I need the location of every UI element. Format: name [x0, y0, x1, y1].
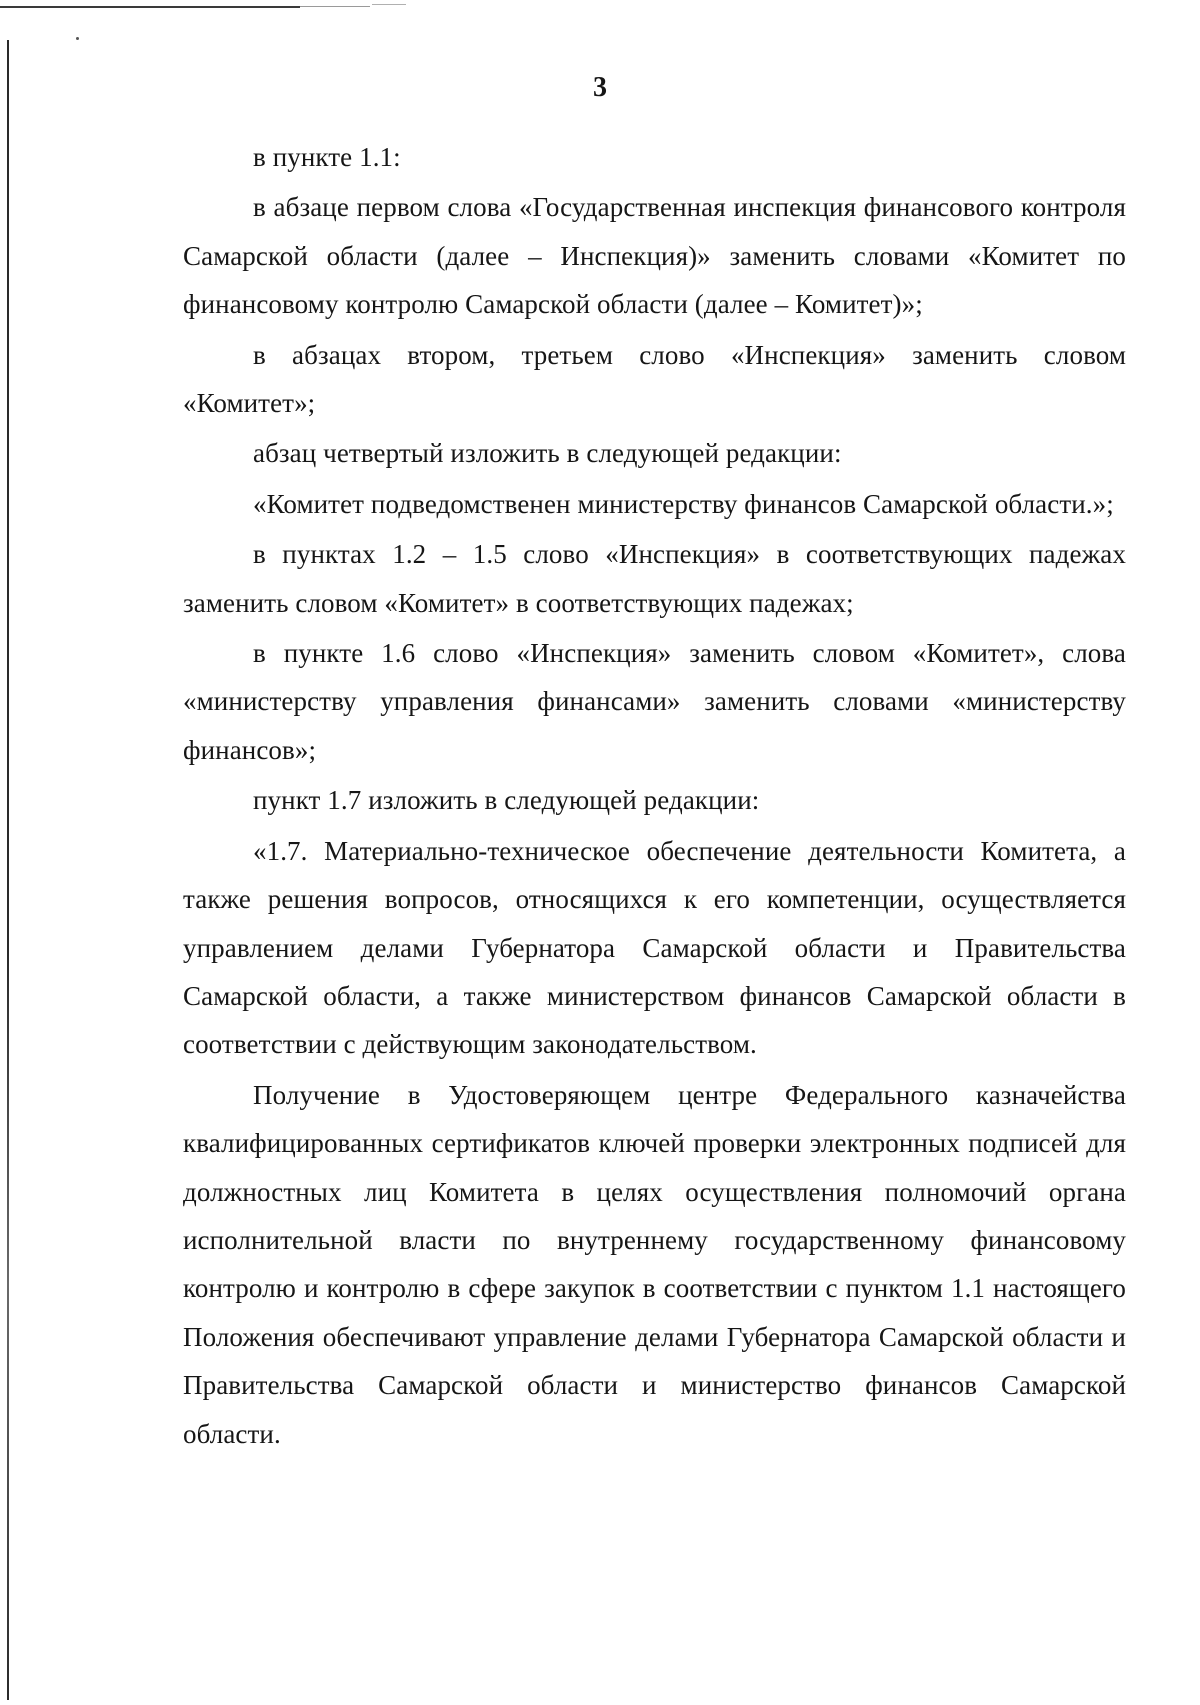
paragraph: Получение в Удостоверяющем центре Федерального казначейства квалифицированных сертификатов ключей проверки электронных подписей для должностных лиц Комитета в целях осуществления полномочий органа исполнительной власти по внутреннему государственному финансовому контролю и контролю в сфере закупок в соответствии с пунктом 1.1 настоящего Положения обеспечивают управление делами Губернатора Самарской области и Правительства Самарской области и министерство финансов Самарской области.: [183, 1079, 1126, 1449]
paragraph: пункт 1.7 изложить в следующей редакции:: [253, 785, 760, 816]
paragraph: «1.7. Материально-техническое обеспечение деятельности Комитета, а также решения вопросов, относящихся к его компетенции, осуществляется управлением делами Губернатора Самарской области и Правительства Самарской области, а также министерством финансов Самарской области в соответствии с действующим законодательством.: [183, 835, 1126, 1060]
document-body: [183, 133, 1126, 1458]
scan-edge-top: [372, 4, 406, 5]
paragraph: в пункте 1.1:: [253, 142, 401, 172]
scan-speck: [76, 37, 79, 40]
paragraph: в пункте 1.6 слово «Инспекция» заменить словом «Комитет», слова «министерству управления финансами» заменить словами «министерству финансов»;: [183, 638, 1126, 765]
page-number: 3: [593, 72, 607, 103]
paragraph: «Комитет подведомственен министерству финансов Самарской области.»;: [253, 488, 1114, 519]
scan-edge-top: [300, 6, 370, 7]
paragraph: абзац четвертый изложить в следующей редакции:: [253, 438, 842, 469]
scan-edge-left: [7, 40, 9, 1700]
paragraph: в абзаце первом слова «Государственная инспекция финансового контроля Самарской области (далее – Инспекция)» заменить словами «Комитет по финансовому контролю Самарской области (далее – Комитет)»;: [183, 192, 1126, 320]
paragraph: в абзацах втором, третьем слово «Инспекция» заменить словом «Комитет»;: [183, 339, 1126, 419]
scan-edge-top: [0, 6, 300, 8]
paragraph: в пунктах 1.2 – 1.5 слово «Инспекция» в соответствующих падежах заменить словом «Комитет» в соответствующих падежах;: [183, 539, 1126, 618]
